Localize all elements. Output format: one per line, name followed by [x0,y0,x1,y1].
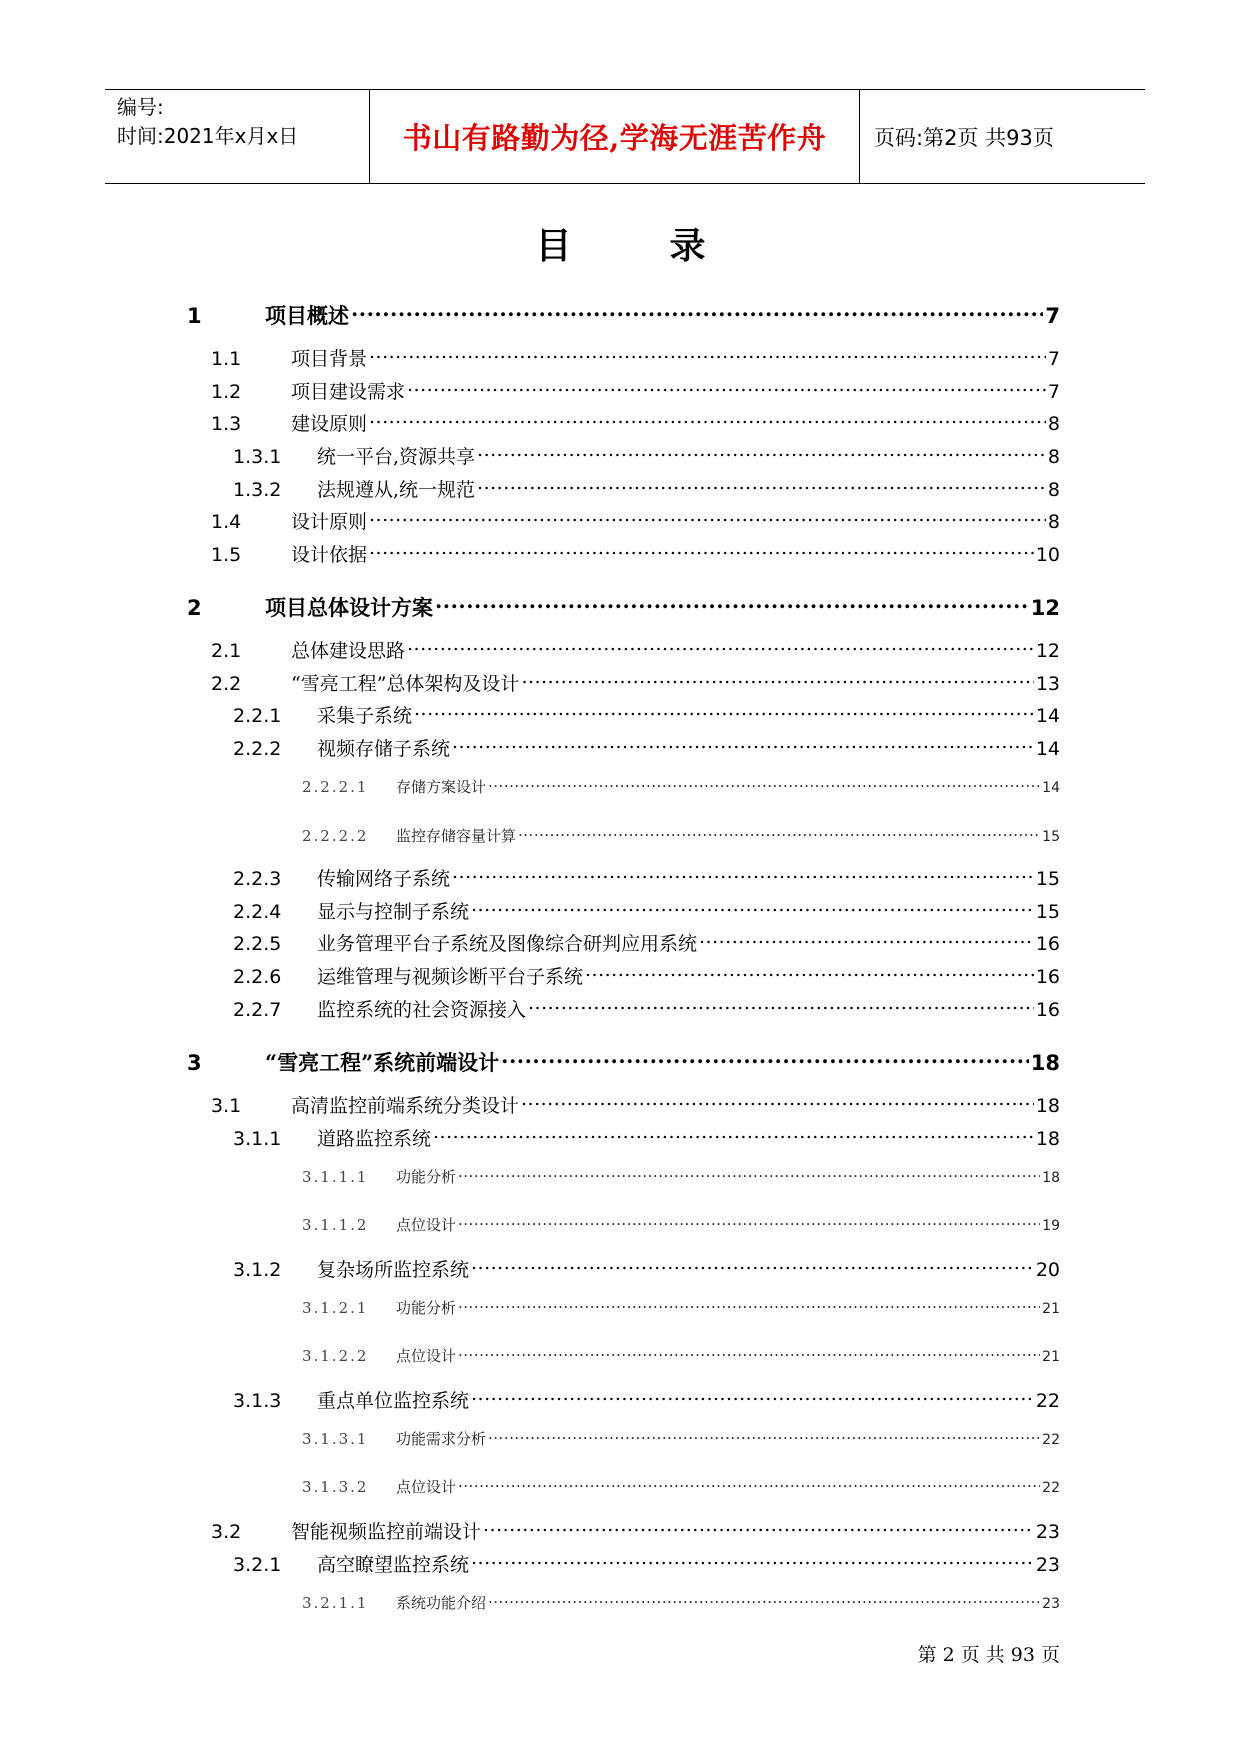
toc-leader-dots [501,1049,1029,1070]
toc-entry-text: 显示与控制子系统 [317,901,470,923]
toc-entry[interactable] [211,507,1060,534]
toc-entry-number: 3.2.1 [233,1554,282,1576]
header-date: 时间:2021年x月x日 [117,124,299,148]
toc-entry-number: 1.1 [211,348,242,370]
toc-entry-number: 3.1.2.2 [302,1347,369,1365]
toc-entry-text: 功能需求分析 [396,1430,487,1448]
toc-entry[interactable] [211,636,1060,663]
toc-entry-page: 7 [1047,348,1060,370]
toc-entry-page: 22 [1042,1432,1060,1448]
toc-leader-dots [369,509,1046,528]
toc-entry[interactable] [302,1345,1060,1366]
toc-entry[interactable] [187,300,1060,330]
toc-entry[interactable] [187,1047,1060,1077]
toc-entry-number: 3 [187,1051,202,1075]
header-meta [105,90,370,183]
toc-entry-text: 复杂场所监控系统 [317,1259,470,1281]
toc-leader-dots [452,736,1034,755]
toc-entry[interactable] [302,1166,1060,1187]
toc-entry-number: 2.2.3 [233,868,282,890]
toc-entry-text: 高空瞭望监控系统 [317,1554,470,1576]
toc-leader-dots [369,346,1046,365]
toc-entry[interactable] [211,1091,1060,1118]
toc-entry-number: 1.4 [211,511,242,533]
toc-entry-text: 功能分析 [396,1168,457,1186]
toc-entry-text: 项目总体设计方案 [265,595,433,620]
page-header [105,89,1145,184]
toc-entry[interactable] [233,995,1060,1022]
toc-entry-text: 重点单位监控系统 [317,1390,470,1412]
page-footer: 第 2 页 共 93 页 [917,1644,1060,1666]
toc-leader-dots [458,1298,1040,1313]
toc-entry-page: 23 [1035,1521,1060,1543]
toc-leader-dots [521,1093,1034,1112]
toc-entry-number: 1.3.2 [233,479,282,501]
toc-entry-text: 点位设计 [396,1347,457,1365]
toc-leader-dots [471,899,1034,918]
toc-entry-page: 16 [1035,999,1060,1021]
toc-entry-page: 14 [1035,738,1060,760]
toc-leader-dots [458,1346,1040,1361]
toc-leader-dots [528,997,1034,1016]
toc-entry-page: 8 [1047,413,1060,435]
toc-entry-text: 系统功能介绍 [396,1594,487,1612]
toc-entry-page: 21 [1042,1349,1060,1365]
toc-entry-page: 14 [1042,780,1060,796]
header-motto: 书山有路勤为径,学海无涯苦作舟 [370,90,860,183]
toc-entry-number: 2.2.6 [233,966,282,988]
toc-entry[interactable] [233,442,1060,469]
toc-leader-dots [407,379,1046,398]
toc-leader-dots [435,594,1029,615]
toc-entry[interactable] [211,344,1060,371]
toc-leader-dots [471,1257,1034,1276]
toc-entry[interactable] [233,864,1060,891]
toc-entry-page: 12 [1030,596,1060,620]
toc-entry-number: 3.2.1.1 [302,1594,369,1612]
toc-entry-text: 项目概述 [265,303,349,328]
toc-entry-text: 建设原则 [291,413,368,435]
toc-leader-dots [369,542,1034,561]
toc-entry-page: 8 [1047,511,1060,533]
toc-entry-number: 3.1.1 [233,1128,282,1150]
toc-entry-number: 3.1.1.2 [302,1216,369,1234]
toc-leader-dots [351,302,1043,323]
toc-leader-dots [488,1429,1040,1444]
toc-entry[interactable] [302,1214,1060,1235]
toc-entry-page: 23 [1042,1596,1060,1612]
toc-entry-text: 功能分析 [396,1299,457,1317]
toc-entry-number: 1.5 [211,544,242,566]
toc-entry-text: 设计依据 [291,544,368,566]
toc-entry-page: 16 [1035,933,1060,955]
toc-leader-dots [488,777,1040,792]
toc-leader-dots [477,444,1046,463]
toc-entry-page: 15 [1042,829,1060,845]
toc-entry[interactable] [233,962,1060,989]
toc-entry-text: 设计原则 [291,511,368,533]
toc-entry-text: 总体建设思路 [291,640,406,662]
toc-entry-page: 15 [1035,901,1060,923]
toc-entry-number: 3.1.1.1 [302,1168,369,1186]
toc-entry-number: 3.1.3.1 [302,1430,369,1448]
toc-leader-dots [585,964,1034,983]
toc-entry-text: 项目建设需求 [291,381,406,403]
toc-entry-page: 18 [1030,1051,1060,1075]
toc-entry[interactable] [211,1517,1060,1544]
toc-entry-page: 13 [1035,673,1060,695]
toc-entry[interactable] [233,701,1060,728]
toc-entry-number: 3.1 [211,1095,242,1117]
toc-entry[interactable] [302,1592,1060,1613]
toc-entry-number: 3.1.2 [233,1259,282,1281]
toc-entry-number: 3.2 [211,1521,242,1543]
toc-entry[interactable] [211,377,1060,404]
toc-entry[interactable] [302,1297,1060,1318]
toc-entry-text: 点位设计 [396,1478,457,1496]
toc-entry-number: 2.1 [211,640,242,662]
toc-entry-text: 智能视频监控前端设计 [291,1521,482,1543]
toc-entry-text: 传输网络子系统 [317,868,451,890]
toc-leader-dots [458,1167,1040,1182]
toc-entry-number: 3.1.3 [233,1390,282,1412]
toc-entry[interactable] [302,1428,1060,1449]
toc-entry-page: 20 [1035,1259,1060,1281]
toc-entry[interactable] [233,475,1060,502]
toc-entry-page: 18 [1035,1128,1060,1150]
toc-leader-dots [414,703,1034,722]
toc-entry[interactable] [211,669,1060,696]
toc-leader-dots [369,411,1046,430]
toc-entry[interactable] [211,409,1060,436]
toc-entry-page: 8 [1047,446,1060,468]
toc-entry[interactable] [211,540,1060,567]
toc-entry[interactable] [233,929,1060,956]
toc-entry-page: 15 [1035,868,1060,890]
toc-leader-dots [488,1593,1040,1608]
toc-entry-number: 2.2 [211,673,242,695]
toc-entry-text: 高清监控前端系统分类设计 [291,1095,520,1117]
toc-entry-text: 统一平台,资源共享 [317,446,476,468]
toc-leader-dots [483,1519,1034,1538]
toc-entry-page: 8 [1047,479,1060,501]
toc-title-left: 目 [535,225,572,267]
toc-entry-text: 道路监控系统 [317,1128,432,1150]
toc-entry-number: 1.3.1 [233,446,282,468]
toc-entry-text: 视频存储子系统 [317,738,451,760]
toc-entry[interactable] [233,734,1060,761]
toc-leader-dots [458,1477,1040,1492]
toc-entry-text: 项目背景 [291,348,368,370]
toc-entry-page: 21 [1042,1301,1060,1317]
toc-entry[interactable] [302,776,1060,797]
toc-leader-dots [433,1126,1034,1145]
toc-entry-number: 3.1.3.2 [302,1478,369,1496]
toc-entry-page: 18 [1042,1170,1060,1186]
toc-leader-dots [452,866,1034,885]
toc-entry-text: 点位设计 [396,1216,457,1234]
toc-entry-number: 2.2.7 [233,999,282,1021]
toc-entry[interactable] [233,1124,1060,1151]
toc-entry-number: 2.2.2.2 [302,827,369,845]
toc-leader-dots [518,826,1040,841]
toc-entry-page: 19 [1042,1218,1060,1234]
toc-entry-page: 18 [1035,1095,1060,1117]
toc-leader-dots [471,1388,1034,1407]
toc-entry-page: 7 [1045,304,1060,328]
header-number: 编号: [117,95,164,119]
toc-leader-dots [521,671,1033,690]
toc-entry[interactable] [233,1386,1060,1413]
toc-entry[interactable] [302,825,1060,846]
toc-entry-text: 法规遵从,统一规范 [317,479,476,501]
toc-leader-dots [407,638,1034,657]
toc-entry-page: 22 [1042,1480,1060,1496]
toc-entry-page: 12 [1035,640,1060,662]
toc-leader-dots [471,1552,1034,1571]
toc-entry-text: 监控系统的社会资源接入 [317,999,527,1021]
toc-title-right: 录 [669,225,706,267]
toc-leader-dots [458,1215,1040,1230]
toc-entry-number: 1.3 [211,413,242,435]
toc-leader-dots [477,477,1046,496]
toc-entry-page: 23 [1035,1554,1060,1576]
toc-entry-number: 2 [187,596,202,620]
toc-entry-text: 存储方案设计 [396,778,487,796]
toc-entry-page: 14 [1035,705,1060,727]
toc-entry-number: 3.1.2.1 [302,1299,369,1317]
toc-entry-text: 采集子系统 [317,705,413,727]
toc-entry[interactable] [233,897,1060,924]
header-page-number: 页码:第2页 共93页 [874,125,1054,150]
toc-entry-number: 1 [187,304,202,328]
toc-title [0,218,1241,269]
toc-entry-number: 2.2.1 [233,705,282,727]
toc-entry[interactable] [187,592,1060,622]
toc-entry-page: 22 [1035,1390,1060,1412]
toc-entry-number: 2.2.4 [233,901,282,923]
toc-entry-text: “雪亮工程”总体架构及设计 [291,673,520,695]
toc-leader-dots [699,931,1034,950]
toc-entry[interactable] [233,1255,1060,1282]
toc-entry-number: 2.2.2 [233,738,282,760]
toc-entry-text: “雪亮工程”系统前端设计 [265,1050,500,1075]
toc-entry-text: 业务管理平台子系统及图像综合研判应用系统 [317,933,698,955]
toc-entry-text: 监控存储容量计算 [396,827,517,845]
toc-entry-number: 1.2 [211,381,242,403]
toc-entry[interactable] [302,1476,1060,1497]
toc-entry-text: 运维管理与视频诊断平台子系统 [317,966,584,988]
toc-entry-page: 16 [1035,966,1060,988]
toc-entry-page: 7 [1047,381,1060,403]
toc-entry-page: 10 [1035,544,1060,566]
toc-entry-number: 2.2.5 [233,933,282,955]
toc-entry-number: 2.2.2.1 [302,778,369,796]
toc-entry[interactable] [233,1550,1060,1577]
